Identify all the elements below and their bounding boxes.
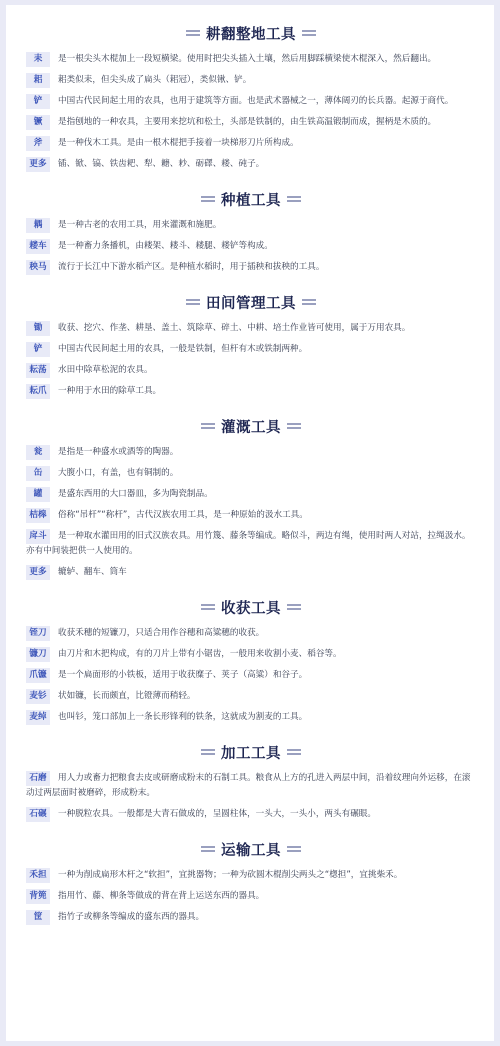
tool-name-badge: 铚刀: [26, 626, 50, 641]
section: [6, 738, 494, 822]
tool-name-badge: 耦: [26, 218, 50, 233]
tool-item: [26, 384, 476, 399]
tool-item: [26, 136, 476, 151]
tool-name-badge: 更多: [26, 157, 50, 172]
section-header: [26, 835, 476, 863]
tool-name-badge: 背篼: [26, 889, 50, 904]
tool-item: [26, 565, 476, 580]
section-title: 田间管理工具: [206, 295, 296, 312]
tool-description: 一种为削成扁形木杆之“软担”，宜挑器物；一种为砍圆木棍削尖两头之“楤担”，宜挑柴禾。: [58, 870, 403, 880]
tool-item: [26, 668, 476, 683]
section-title: 加工工具: [221, 745, 281, 762]
tool-description: 俗称“吊杆”“称杆”，古代汉族农用工具，是一种原始的汲水工具。: [58, 510, 308, 520]
tool-name-badge: 铲: [26, 342, 50, 357]
tool-item: [26, 689, 476, 704]
section: [6, 185, 494, 275]
tool-description: 是一根尖头木棍加上一段短横梁。使用时把尖头插入土壤，然后用脚踩横梁使木棍深入，然后翻出。: [58, 54, 437, 64]
double-line-icon: [201, 603, 215, 611]
tool-description: 中国古代民间起土用的农具，一般是铁制，但杆有木或铁制两种。: [58, 344, 308, 354]
tool-description: 是一种畜力条播机，由耧架、耧斗、耧腿、耧铲等构成。: [58, 241, 273, 251]
tool-description: 是指是一种盛水或酒等的陶器。: [58, 447, 179, 457]
section-title: 收获工具: [221, 600, 281, 617]
tool-name-badge: 耘荡: [26, 363, 50, 378]
tool-name-badge: 秧马: [26, 260, 50, 275]
tool-description: 是指刨地的一种农具，主要用来挖坑和松土，头部是铁制的，由生铁高温锻制而成，握柄是木质的。: [58, 117, 437, 127]
tool-description: 辘轳、翻车、筒车: [58, 567, 127, 577]
tool-description: 也叫钐，笼口部加上一条长形锋利的铁条，这就成为割麦的工具。: [58, 712, 308, 722]
tool-description: 状如镰，长而颇直，比镫薄而稍轻。: [58, 691, 196, 701]
tool-name-badge: 桔槔: [26, 508, 50, 523]
tool-description: 一种用于水田的除草工具。: [58, 386, 162, 396]
tool-item: [26, 73, 476, 88]
section-title: 灌溉工具: [221, 419, 281, 436]
tool-name-badge: 耜: [26, 73, 50, 88]
double-line-icon: [287, 195, 301, 203]
double-line-icon: [302, 29, 316, 37]
section: [6, 412, 494, 580]
tool-name-badge: 铲: [26, 94, 50, 109]
tool-description: 指用竹、藤、柳条等做成的背在背上运送东西的器具。: [58, 891, 265, 901]
section: [6, 288, 494, 399]
double-line-icon: [201, 845, 215, 853]
section-header: [26, 288, 476, 316]
section-title: 耕翻整地工具: [206, 26, 296, 43]
tool-item: [26, 771, 476, 801]
tool-description: 水田中除草松泥的农具。: [58, 365, 153, 375]
tool-item: [26, 218, 476, 233]
tool-item: [26, 868, 476, 883]
section-header: [26, 185, 476, 213]
section: [6, 593, 494, 725]
section-header: [26, 412, 476, 440]
tool-item: [26, 115, 476, 130]
tool-name-badge: 麦钐: [26, 689, 50, 704]
tool-name-badge: 耧车: [26, 239, 50, 254]
tool-name-badge: 禾担: [26, 868, 50, 883]
tool-description: 由刀片和木把构成，有的刀片上带有小锯齿，一般用来收割小麦、稻谷等。: [58, 649, 342, 659]
tool-description: 锸、锨、镐、铁齿耙、犁、耱、耖、砺礋、耧、砘子。: [58, 159, 265, 169]
tool-description: 收获、挖穴、作垄、耕垦、盖土、筑除草、碎土、中耕、培土作业皆可使用，属于万用农具。: [58, 323, 411, 333]
tool-name-badge: 筐: [26, 910, 50, 925]
tool-description: 用人力或畜力把粮食去皮或研磨成粉末的石制工具。粮食从上方的孔进入两层中间，沿着纹理向外运移，在滚动过两层面时被磨碎，形成粉末。: [26, 773, 471, 798]
tool-description: 指竹子或柳条等编成的盛东西的器具。: [58, 912, 205, 922]
tool-item: [26, 807, 476, 822]
tool-item: [26, 445, 476, 460]
tool-description: 流行于长江中下游水稻产区。是种植水稻时，用于插秧和拔秧的工具。: [58, 262, 325, 272]
tool-name-badge: 瓮: [26, 445, 50, 460]
tool-description: 耜类似耒，但尖头成了扁头（耜冠），类似锹、铲。: [58, 75, 252, 85]
double-line-icon: [287, 845, 301, 853]
tool-item: [26, 626, 476, 641]
tool-description: 一种脱粒农具。一般都是大青石做成的，呈圆柱体，一头大，一头小，两头有碾眼。: [58, 809, 376, 819]
tool-item: [26, 321, 476, 336]
tool-name-badge: 爪镰: [26, 668, 50, 683]
tool-name-badge: 耒: [26, 52, 50, 67]
double-line-icon: [186, 29, 200, 37]
double-line-icon: [201, 748, 215, 756]
tool-item: [26, 647, 476, 662]
tool-item: [26, 710, 476, 725]
tool-item: [26, 94, 476, 109]
section-title: 运输工具: [221, 842, 281, 859]
tool-item: [26, 157, 476, 172]
tool-name-badge: 罐: [26, 487, 50, 502]
tool-name-badge: 石磨: [26, 771, 50, 786]
double-line-icon: [287, 748, 301, 756]
tool-description: 大腹小口，有盖，也有铜制的。: [58, 468, 179, 478]
tool-item: [26, 889, 476, 904]
content-card: [6, 5, 494, 1041]
tool-name-badge: 缶: [26, 466, 50, 481]
tool-item: [26, 363, 476, 378]
tool-name-badge: 镢: [26, 115, 50, 130]
tool-item: [26, 910, 476, 925]
tool-description: 是一个扁面形的小铁板，适用于收获糜子、荚子（高粱）和谷子。: [58, 670, 308, 680]
double-line-icon: [287, 422, 301, 430]
tool-description: 是一种伐木工具。是由一根木棍把手接着一块梯形刀片所构成。: [58, 138, 299, 148]
tool-item: [26, 529, 476, 559]
tool-name-badge: 更多: [26, 565, 50, 580]
tool-item: [26, 52, 476, 67]
tool-name-badge: 耘爪: [26, 384, 50, 399]
double-line-icon: [201, 195, 215, 203]
tool-item: [26, 239, 476, 254]
tool-name-badge: 斧: [26, 136, 50, 151]
double-line-icon: [201, 422, 215, 430]
tool-description: 是一种古老的农用工具，用来灌溉和施肥。: [58, 220, 222, 230]
section-header: [26, 593, 476, 621]
double-line-icon: [287, 603, 301, 611]
section-header: [26, 19, 476, 47]
tool-name-badge: 锄: [26, 321, 50, 336]
tool-description: 收获禾穗的短镰刀，只适合用作谷穗和高粱穗的收获。: [58, 628, 265, 638]
tool-description: 中国古代民间起土用的农具，也用于建筑等方面。也是武术器械之一，薄体阔刃的长兵器。起源于商代。: [58, 96, 454, 106]
tool-item: [26, 260, 476, 275]
section: [6, 19, 494, 172]
tool-description: 是盛东西用的大口器皿，多为陶瓷制品。: [58, 489, 213, 499]
tool-description: 是一种取水灌田用的旧式汉族农具。用竹篾、藤条等编成。略似斗，两边有绳，使用时两人对站，拉绳汲水。亦有中间装把供一人使用的。: [26, 531, 471, 556]
tool-name-badge: 石碾: [26, 807, 50, 822]
section-title: 种植工具: [221, 192, 281, 209]
tool-name-badge: 镰刀: [26, 647, 50, 662]
tool-name-badge: 麦绰: [26, 710, 50, 725]
double-line-icon: [302, 298, 316, 306]
tool-item: [26, 466, 476, 481]
tool-item: [26, 342, 476, 357]
tool-item: [26, 508, 476, 523]
tool-name-badge: 戽斗: [26, 529, 50, 544]
double-line-icon: [186, 298, 200, 306]
section-header: [26, 738, 476, 766]
tool-item: [26, 487, 476, 502]
section: [6, 835, 494, 925]
